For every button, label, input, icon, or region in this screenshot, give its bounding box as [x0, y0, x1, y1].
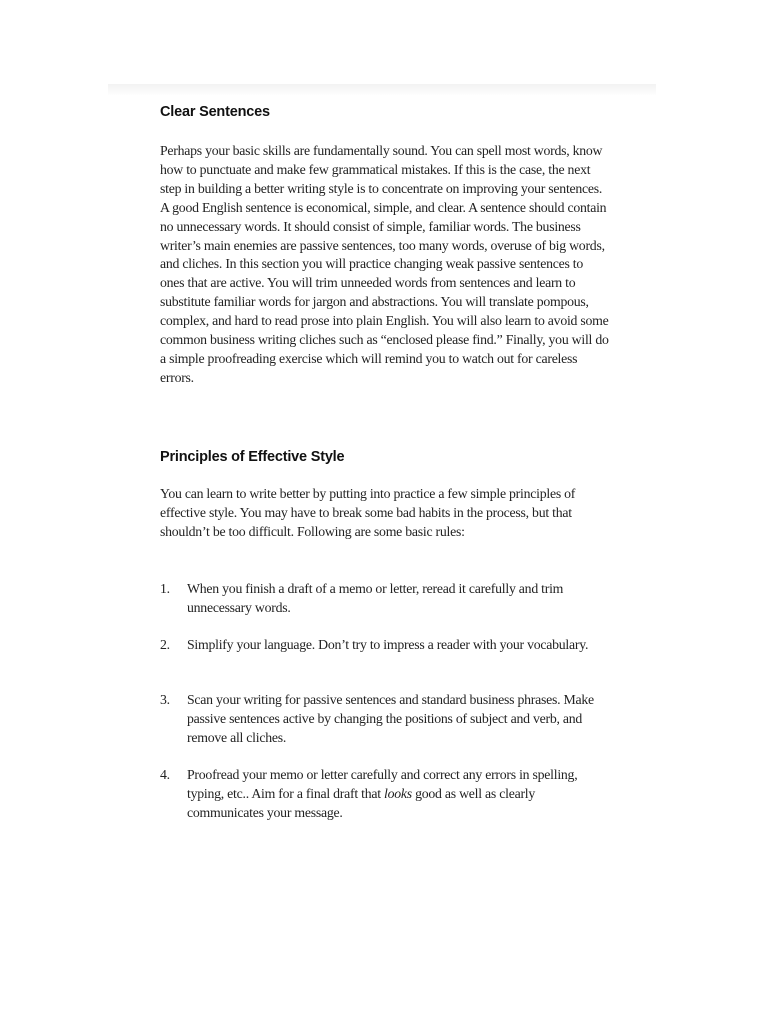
rule-item-1 [160, 580, 610, 618]
rule-text-emphasis: looks [384, 785, 412, 801]
rule-text: Simplify your language. Don’t try to impress a reader with your vocabulary. [187, 637, 589, 652]
rule-text: Scan your writing for passive sentences and standard business phrases. Make passive sentences active by changing the positions of subject and verb, and remove all cliches. [187, 692, 594, 745]
rule-number: 2. [160, 637, 170, 652]
rule-item-4 [160, 766, 610, 823]
rule-number: 1. [160, 581, 170, 596]
rule-text-part: Proofread your memo or letter carefully and correct any errors in spelling, typing, etc.. Aim for a final draft that [187, 767, 578, 801]
rule-text-part: good as well as clearly communicates your message. [187, 785, 536, 820]
rule-number: 4. [160, 767, 170, 782]
rule-text [187, 766, 610, 823]
section-heading-principles: Principles of Effective Style [160, 449, 345, 465]
section-heading-clear-sentences: Clear Sentences [160, 104, 270, 120]
rule-item-2 [160, 636, 610, 655]
rule-text: When you finish a draft of a memo or letter, reread it carefully and trim unnecessary words. [187, 581, 564, 615]
rule-item-3 [160, 691, 610, 748]
principles-paragraph: You can learn to write better by putting into practice a few simple principles of effective style. You may have to break some bad habits in the process, but that shouldn’t be too difficult. Following are some basic rules: [160, 486, 576, 539]
rule-number: 3. [160, 692, 170, 707]
page-top-edge [108, 84, 656, 96]
clear-sentences-paragraph: Perhaps your basic skills are fundamentally sound. You can spell most words, know how to punctuate and make few grammatical mistakes. If this is the case, the next step in building a better writing style is to concentrate on improving your sentences. A good English sentence is economical, simple, and clear. A sentence should contain no unnecessary words. It should consist of simple, familiar words. The business writer’s main enemies are passive sentences, too many words, overuse of big words, and cliches. In this section you will practice changing weak passive sentences to ones that are active. You will trim unneeded words from sentences and learn to substitute familiar words for jargon and abstractions. You will translate pompous, complex, and hard to read prose into plain English. You will also learn to avoid some common business writing cliches such as “enclosed please find.” Finally, you will do a simple proofreading exercise which will remind you to watch out for careless errors. [160, 143, 609, 385]
